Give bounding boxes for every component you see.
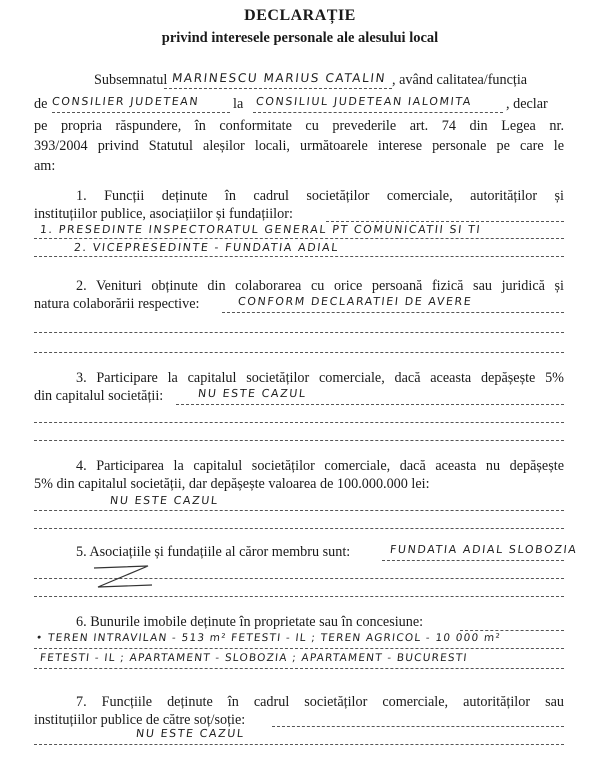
role-field-line — [52, 112, 230, 113]
section-5-heading: 5. Asociațiile și fundațiile al căror membru sunt: — [76, 544, 351, 560]
intro-calitatea: , având calitatea/funcția — [392, 72, 528, 88]
section-2-line-1 — [222, 312, 564, 313]
intro-line-3: pe propria răspundere, în conformitate cu prevederile art. 74 din Legea nr. — [34, 118, 564, 134]
section-3-heading-cont: din capitalul societății: — [34, 388, 164, 404]
section-5-line-1 — [382, 560, 564, 561]
intro-line-5: am: — [34, 158, 56, 174]
section-1-heading: 1. Funcții deținute în cadrul societăților comerciale, autorităților și — [76, 188, 564, 204]
section-7-line-2 — [34, 744, 564, 745]
section-2-heading-cont: natura colaborării respective: — [34, 296, 200, 312]
section-7-line-1 — [272, 726, 564, 727]
section-2-heading: 2. Venituri obținute din colaborarea cu orice persoană fizică sau juridică și — [76, 278, 564, 294]
section-4-heading-cont: 5% din capitalul societății, dar depășește valoarea de 100.000.000 lei: — [34, 476, 430, 492]
document-subtitle: privind interesele personale ale alesului local — [161, 30, 439, 46]
institution-field[interactable]: CONSILIUL JUDETEAN IALOMITA — [255, 95, 473, 108]
section-4-answer[interactable]: NU ESTE CAZUL — [109, 494, 220, 507]
section-1-answer-1[interactable]: 1. PRESEDINTE INSPECTORATUL GENERAL PT COMUNICATII SI TI — [39, 223, 482, 236]
intro-subsemnatul: Subsemnatul — [94, 72, 168, 88]
section-1-line-0 — [326, 221, 564, 222]
section-1-heading-cont: instituțiilor publice, asociațiilor și fundațiilor: — [34, 206, 293, 222]
section-3-line-1 — [176, 404, 564, 405]
section-3-heading: 3. Participare la capitalul societăților comerciale, dacă aceasta depășește 5% — [76, 370, 564, 386]
section-2-line-3 — [34, 352, 564, 353]
section-1-line-2 — [34, 256, 564, 257]
section-6-answer-1[interactable]: • TEREN INTRAVILAN - 513 m² FETESTI - IL ; TEREN AGRICOL - 10 000 m² — [35, 632, 502, 644]
institution-field-line — [253, 112, 503, 113]
section-5-answer[interactable]: FUNDATIA ADIAL SLOBOZIA — [389, 543, 579, 556]
section-4-line-1 — [34, 510, 564, 511]
section-1-answer-2[interactable]: 2. VICEPRESEDINTE - FUNDATIA ADIAL — [73, 241, 340, 254]
intro-line-4: 393/2004 privind Statutul aleșilor locali, următoarele interese personale pe care le — [34, 138, 564, 154]
name-field-line — [164, 88, 392, 89]
name-field[interactable]: MARINESCU MARIUS CATALIN — [171, 71, 387, 85]
section-1-line-1 — [34, 238, 564, 239]
section-6-answer-2[interactable]: FETESTI - IL ; APARTAMENT - SLOBOZIA ; APARTAMENT - BUCURESTI — [39, 652, 469, 664]
section-7-answer[interactable]: NU ESTE CAZUL — [135, 727, 246, 740]
section-5-line-3 — [34, 596, 564, 597]
section-2-line-2 — [34, 332, 564, 333]
section-6-heading: 6. Bunurile imobile deținute în proprietate sau în concesiune: — [76, 614, 424, 630]
section-7-heading: 7. Funcțiile deținute în cadrul societăților comerciale, autorităților sau — [76, 694, 564, 710]
section-4-line-2 — [34, 528, 564, 529]
section-6-line-1 — [34, 648, 564, 649]
section-7-heading-cont: instituțiilor publice de către soț/soție: — [34, 712, 246, 728]
section-4-heading: 4. Participarea la capitalul societăților comerciale, dacă aceasta nu depășește — [76, 458, 564, 474]
intro-la: la — [233, 96, 244, 112]
document-title: DECLARAȚIE — [244, 7, 356, 24]
intro-declar: , declar — [506, 96, 548, 112]
section-6-line-0 — [460, 630, 564, 631]
section-2-answer[interactable]: CONFORM DECLARATIEI DE AVERE — [237, 295, 474, 308]
section-6-line-2 — [34, 668, 564, 669]
role-field[interactable]: CONSILIER JUDETEAN — [51, 95, 200, 108]
intro-de: de — [34, 96, 48, 112]
section-3-answer[interactable]: NU ESTE CAZUL — [197, 387, 308, 400]
section-3-line-3 — [34, 440, 564, 441]
section-5-strikethrough-mark — [88, 563, 158, 593]
section-3-line-2 — [34, 422, 564, 423]
